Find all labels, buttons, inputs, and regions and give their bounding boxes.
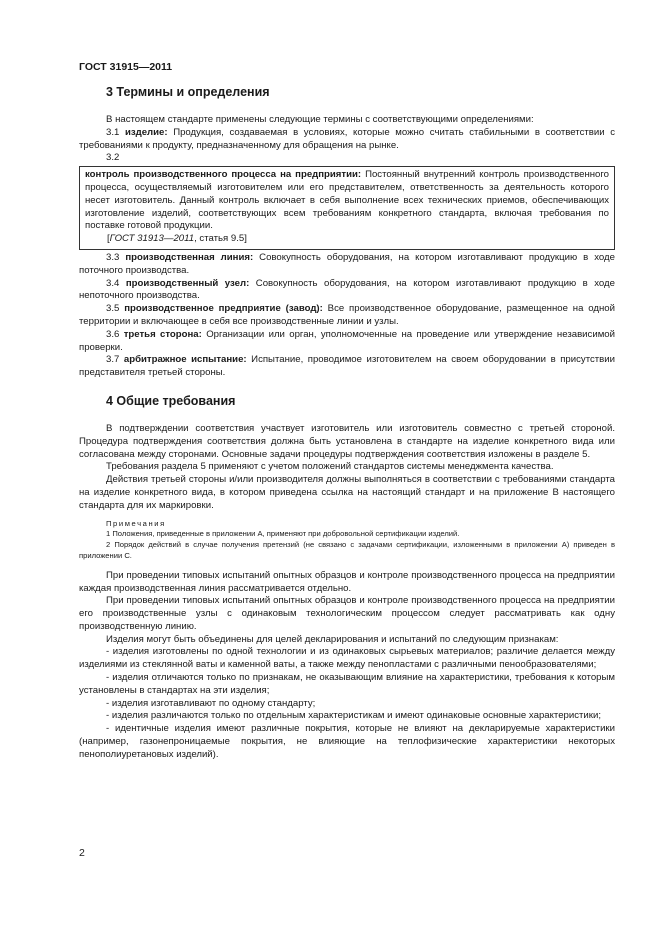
list-item: - изделия изготовлены по одной технологии и из одинаковых сырьевых материалов; различие делается между изделиями из стеклянной ваты и каменной ваты, а также между пенопластами с различными пенообразователями; — [79, 646, 615, 671]
term-3-2-box — [79, 166, 615, 250]
term-3-7: 3.7 арбитражное испытание: Испытание, проводимое изготовителем на своем оборудовании в присутствии представителя третьей стороны. — [79, 354, 615, 379]
term-3-2-definition: контроль производственного процесса на предприятии: Постоянный внутренний контроль производственного процесса, осуществляемый изготовителем или его представителем, ответственность за деятельность которого несет изготовитель. Данный контроль включает в себя выполнение всех технических приемов, обеспечивающих изготовление изделий, соответствующих всем требованиям конкретного стандарта, включая требования по поставке готовой продукции. — [85, 169, 609, 232]
note-1: 1 Положения, приведенные в приложении А, применяют при добровольной сертификации изделий. — [106, 529, 460, 539]
notes-block — [79, 519, 615, 562]
list-item: - изделия отличаются только по признакам, не оказывающим влияние на характеристики, требования к которым установлены в стандартах на эти изделия; — [79, 672, 615, 696]
section-4-para-6: Изделия могут быть объединены для целей декларирования и испытаний по следующим признакам: — [106, 633, 559, 645]
list-item: - идентичные изделия имеют различные покрытия, которые не влияют на декларируемые характеристики (например, газонепроницаемые покрытия, не влияющие на теплофизические характеристики некоторых пенополиуретановых изделий). — [79, 723, 615, 760]
section-4-para-1: В подтверждении соответствия участвует изготовитель или изготовитель совместно с третьей стороной. Процедура подтверждения соответствия должна быть установлена в стандарте на изделие конкретного вида или согласована между сторонами. Основные задачи процедуры подтверждения соответствия изложены в разделе 5. — [79, 422, 615, 460]
notes-title: Примечания — [106, 518, 166, 528]
section-3-title: 3 Термины и определения — [106, 85, 270, 99]
standard-header: ГОСТ 31915—2011 — [79, 61, 173, 73]
section-3-intro: В настоящем стандарте применены следующие термины с соответствующими определениями: — [106, 114, 534, 125]
section-4-title: 4 Общие требования — [106, 393, 236, 408]
list-item: - изделия различаются только по отдельным характеристикам и имеют одинаковые основные характеристики; — [106, 710, 602, 722]
section-4-para-3: Действия третьей стороны и/или производителя должны выполняться в соответствии с требованиями стандарта на изделие конкретного вида, в котором приведена ссылка на настоящий стандарт и на приложение В настоящего стандарта для их маркировки. — [79, 474, 615, 511]
term-3-4: 3.4 производственный узел: Совокупность оборудования, на котором изготавливают продукцию в ходе непоточного производства. — [79, 277, 615, 302]
section-4-para-5: При проведении типовых испытаний опытных образцов и контроле производственного процесса на предприятии его производственные узлы с одинаковым технологическим процессом следует рассматривать как одну производственную линию. — [79, 595, 615, 632]
term-3-1: 3.1 изделие: Продукция, создаваемая в условиях, которые можно считать стабильными в соответствии с требованиями к продукту, предназначенному для обращения на рынке. — [79, 126, 615, 151]
term-3-5: 3.5 производственное предприятие (завод): Все производственное оборудование, размещенное на одной территории и включающее в себя все производственные линии и узлы. — [79, 303, 615, 327]
section-4-para-4: При проведении типовых испытаний опытных образцов и контроле производственного процесса на предприятии каждая производственная линия рассматривается отдельно. — [79, 569, 615, 594]
term-3-2-reference: [ГОСТ 31913—2011, статья 9.5] — [107, 233, 247, 245]
term-3-2-number: 3.2 — [106, 152, 120, 164]
term-3-3: 3.3 производственная линия: Совокупность оборудования, на котором изготавливают продукцию в ходе поточного производства. — [79, 251, 615, 276]
section-4-para-2: Требования раздела 5 применяют с учетом положений стандартов системы менеджмента качества. — [106, 461, 554, 473]
page-content — [79, 84, 615, 762]
page-number: 2 — [79, 847, 85, 859]
list-item: - изделия изготавливают по одному стандарту; — [106, 697, 316, 709]
note-2: 2 Порядок действий в случае получения претензий (не связано с задачами сертификации, изложенными в приложении А) приведен в приложении С. — [79, 540, 615, 560]
term-3-6: 3.6 третья сторона: Организации или орган, уполномоченные на проведение или утверждение независимой проверки. — [79, 328, 615, 353]
